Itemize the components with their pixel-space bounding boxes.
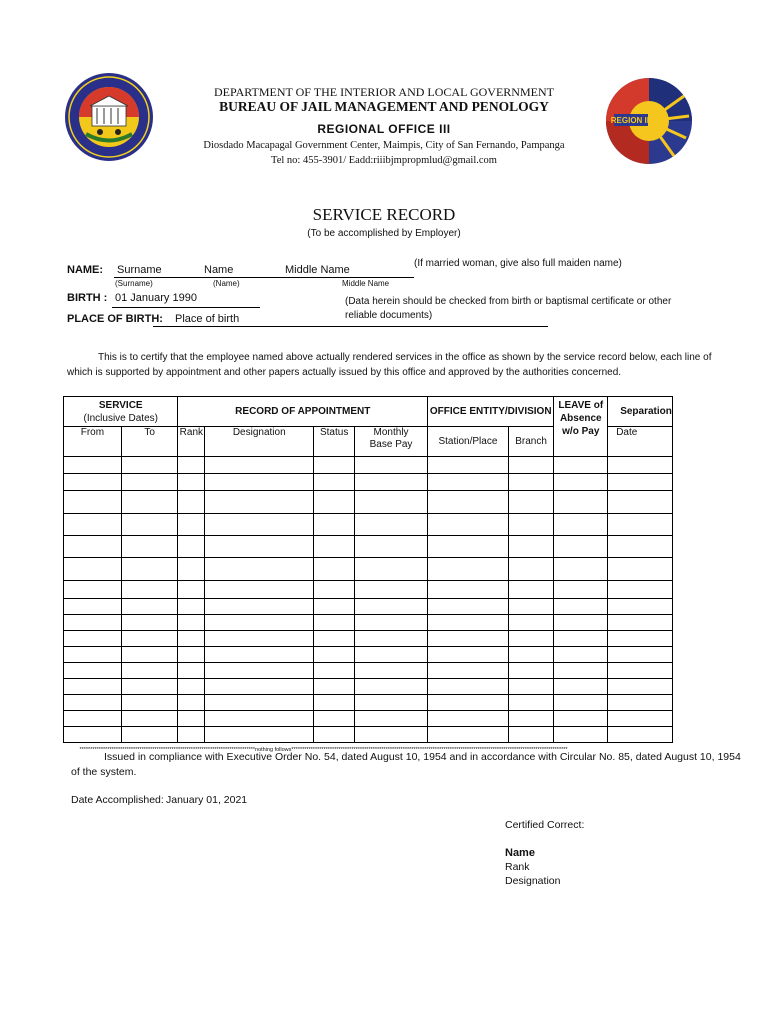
table-cell [608, 663, 673, 679]
table-cell [64, 474, 122, 491]
table-cell [355, 558, 428, 581]
table-cell [64, 581, 122, 599]
place-of-birth-value: Place of birth [175, 313, 240, 325]
leave-line-3: w/o Pay [562, 426, 600, 437]
table-cell [428, 615, 509, 631]
table-cell [428, 474, 509, 491]
table-cell [554, 663, 608, 679]
table-cell [355, 514, 428, 536]
data-check-note-2: reliable documents) [345, 310, 433, 321]
table-cell [64, 514, 122, 536]
table-cell [178, 647, 205, 663]
table-cell [355, 695, 428, 711]
table-cell [355, 615, 428, 631]
table-cell [554, 558, 608, 581]
table-cell [554, 536, 608, 558]
signatory-designation: Designation [505, 875, 561, 887]
table-cell [64, 615, 122, 631]
table-cell [64, 491, 122, 514]
inclusive-dates: (Inclusive Dates) [83, 412, 158, 424]
maiden-name-note: (If married woman, give also full maiden name) [414, 258, 622, 269]
table-cell [554, 727, 608, 743]
name-value: Name [204, 264, 234, 276]
leave-line-1: LEAVE of [558, 400, 604, 411]
bjmp-seal-logo [64, 72, 154, 162]
table-cell [205, 695, 314, 711]
table-cell [178, 679, 205, 695]
leave-line-2: Absence [559, 413, 602, 424]
table-cell [554, 474, 608, 491]
table-cell [508, 491, 554, 514]
table-cell [554, 514, 608, 536]
branch-header: Branch [508, 427, 554, 457]
table-cell [314, 615, 355, 631]
table-cell [608, 474, 673, 491]
table-cell [355, 457, 428, 474]
table-cell [64, 558, 122, 581]
issued-line-2: of the system. [71, 766, 137, 778]
table-cell [554, 615, 608, 631]
table-cell [314, 663, 355, 679]
appointment-header: RECORD OF APPOINTMENT [178, 397, 428, 427]
table-cell [314, 695, 355, 711]
table-cell [205, 647, 314, 663]
table-cell [608, 727, 673, 743]
table-cell [178, 581, 205, 599]
issued-line-1: Issued in compliance with Executive Order No. 54, dated August 10, 1954 and in accordance with Circular No. 85, dated August 10, 1954 [104, 751, 741, 763]
right-logo-text: REGION III [610, 116, 652, 125]
table-cell [314, 599, 355, 615]
surname-caption: (Surname) [115, 279, 153, 288]
table-row [64, 581, 673, 599]
table-cell [314, 647, 355, 663]
table-row [64, 711, 673, 727]
birth-value: 01 January 1990 [115, 292, 197, 304]
table-row [64, 727, 673, 743]
name-label: NAME: [67, 264, 104, 276]
signatory-name: Name [505, 847, 535, 859]
table-cell [355, 647, 428, 663]
table-cell [64, 727, 122, 743]
table-cell [428, 663, 509, 679]
table-cell [608, 581, 673, 599]
document-subtitle: (To be accomplished by Employer) [307, 228, 461, 239]
table-cell [121, 679, 178, 695]
table-cell [205, 536, 314, 558]
table-cell [121, 695, 178, 711]
table-row [64, 631, 673, 647]
table-cell [205, 474, 314, 491]
table-cell [355, 474, 428, 491]
table-cell [508, 711, 554, 727]
table-cell [178, 536, 205, 558]
table-row [64, 474, 673, 491]
table-cell [314, 631, 355, 647]
table-cell [205, 727, 314, 743]
table-cell [121, 647, 178, 663]
table-cell [178, 558, 205, 581]
table-cell [554, 695, 608, 711]
office-header: OFFICE ENTITY/DIVISION [428, 397, 554, 427]
table-cell [608, 514, 673, 536]
place-of-birth-label: PLACE OF BIRTH: [67, 313, 163, 325]
monthly-pay-header [355, 427, 428, 457]
table-cell [428, 558, 509, 581]
table-cell [178, 514, 205, 536]
table-cell [355, 491, 428, 514]
table-cell [64, 647, 122, 663]
table-cell [178, 727, 205, 743]
surname-value: Surname [117, 264, 162, 276]
table-cell [121, 581, 178, 599]
table-cell [178, 474, 205, 491]
table-cell [121, 663, 178, 679]
table-cell [608, 631, 673, 647]
table-cell [205, 711, 314, 727]
table-cell [314, 536, 355, 558]
table-cell [64, 663, 122, 679]
table-cell [508, 631, 554, 647]
table-cell [121, 631, 178, 647]
table-cell [314, 474, 355, 491]
table-cell [121, 474, 178, 491]
table-cell [428, 679, 509, 695]
table-cell [508, 558, 554, 581]
table-cell [508, 647, 554, 663]
table-cell [608, 711, 673, 727]
nothing-follows: **********************************************************************************nothing follows********************************************************************************************************************************* [64, 743, 673, 757]
table-cell [428, 711, 509, 727]
table-cell [64, 599, 122, 615]
table-cell [64, 536, 122, 558]
table-cell [554, 711, 608, 727]
certify-line-1: This is to certify that the employee named above actually rendered services in the office as shown by the service record below, each line of [98, 352, 712, 363]
table-cell [64, 457, 122, 474]
birth-label: BIRTH : [67, 292, 108, 304]
table-row [64, 647, 673, 663]
table-cell [428, 727, 509, 743]
table-cell [428, 536, 509, 558]
table-cell [608, 679, 673, 695]
table-cell [508, 695, 554, 711]
service-record-table [63, 396, 673, 757]
table-cell [64, 631, 122, 647]
table-cell [355, 711, 428, 727]
signatory-rank: Rank [505, 861, 530, 873]
table-cell [314, 679, 355, 695]
from-header: From [64, 427, 122, 457]
table-cell [508, 474, 554, 491]
table-cell [314, 457, 355, 474]
leave-header [554, 397, 608, 457]
table-cell [178, 457, 205, 474]
table-cell [205, 457, 314, 474]
table-cell [205, 631, 314, 647]
certified-correct: Certified Correct: [505, 819, 585, 831]
table-cell [428, 599, 509, 615]
table-cell [554, 457, 608, 474]
table-cell [355, 679, 428, 695]
rank-header: Rank [178, 427, 205, 457]
table-cell [205, 599, 314, 615]
table-cell [355, 663, 428, 679]
table-cell [428, 647, 509, 663]
table-cell [314, 514, 355, 536]
table-cell [508, 615, 554, 631]
table-cell [554, 599, 608, 615]
monthly-line-2: Base Pay [369, 439, 413, 450]
table-cell [608, 491, 673, 514]
table-row [64, 558, 673, 581]
table-row [64, 679, 673, 695]
table-cell [64, 679, 122, 695]
table-cell [355, 599, 428, 615]
table-cell [178, 491, 205, 514]
table-cell [121, 615, 178, 631]
table-cell [428, 695, 509, 711]
table-cell [178, 615, 205, 631]
status-header: Status [314, 427, 355, 457]
table-cell [64, 695, 122, 711]
table-row [64, 599, 673, 615]
table-cell [508, 599, 554, 615]
address-line: Diosdado Macapagal Government Center, Maimpis, City of San Fernando, Pampanga [203, 140, 565, 151]
table-cell [428, 514, 509, 536]
table-cell [314, 727, 355, 743]
document-title: SERVICE RECORD [312, 205, 456, 224]
table-cell [355, 581, 428, 599]
station-header: Station/Place [428, 427, 509, 457]
table-cell [554, 647, 608, 663]
table-cell [121, 711, 178, 727]
table-cell [178, 711, 205, 727]
table-cell [355, 536, 428, 558]
table-cell [608, 558, 673, 581]
name-caption: (Name) [213, 279, 240, 288]
to-header: To [121, 427, 178, 457]
table-row [64, 536, 673, 558]
date-accomplished-label: Date Accomplished: [71, 794, 164, 806]
table-cell [428, 457, 509, 474]
table-cell [178, 599, 205, 615]
table-cell [508, 727, 554, 743]
table-cell [554, 679, 608, 695]
table-cell [121, 599, 178, 615]
table-cell [608, 615, 673, 631]
table-cell [121, 727, 178, 743]
table-cell [314, 558, 355, 581]
date-header: Date [608, 427, 673, 457]
service-title: SERVICE [98, 399, 143, 411]
table-cell [428, 491, 509, 514]
separation-header: Separation [608, 397, 673, 427]
table-cell [554, 631, 608, 647]
table-cell [205, 615, 314, 631]
table-row [64, 695, 673, 711]
table-cell [508, 536, 554, 558]
table-cell [428, 631, 509, 647]
table-cell [508, 457, 554, 474]
table-cell [314, 581, 355, 599]
table-row [64, 491, 673, 514]
table-cell [205, 491, 314, 514]
contact-line: Tel no: 455-3901/ Eadd:riiibjmpropmlud@gmail.com [271, 155, 497, 166]
table-cell [608, 536, 673, 558]
middle-name-value: Middle Name [285, 264, 350, 276]
table-cell [205, 679, 314, 695]
table-cell [121, 536, 178, 558]
table-cell [205, 558, 314, 581]
service-header [64, 397, 178, 427]
table-cell [508, 679, 554, 695]
table-cell [428, 581, 509, 599]
certify-line-2: which is supported by appointment and other papers actually issued by this office and approved by the authorities concerned. [67, 367, 622, 378]
table-cell [608, 647, 673, 663]
bureau-name: BUREAU OF JAIL MANAGEMENT AND PENOLOGY [219, 99, 549, 114]
table-row [64, 457, 673, 474]
table-cell [121, 558, 178, 581]
table-cell [178, 663, 205, 679]
table-cell [314, 711, 355, 727]
table-cell [608, 457, 673, 474]
table-cell [314, 491, 355, 514]
designation-header: Designation [205, 427, 314, 457]
table-cell [608, 695, 673, 711]
table-cell [205, 663, 314, 679]
table-row [64, 615, 673, 631]
monthly-line-1: Monthly [373, 427, 409, 438]
middle-name-caption: Middle Name [342, 279, 390, 288]
data-check-note-1: (Data herein should be checked from birth or baptismal certificate or other [345, 296, 672, 307]
table-cell [355, 727, 428, 743]
table-cell [355, 631, 428, 647]
table-row [64, 514, 673, 536]
table-cell [178, 695, 205, 711]
table-cell [508, 581, 554, 599]
empty-rows [64, 457, 673, 743]
table-cell [121, 457, 178, 474]
date-accomplished-value: January 01, 2021 [166, 794, 248, 806]
table-cell [205, 581, 314, 599]
table-cell [508, 663, 554, 679]
department-name: DEPARTMENT OF THE INTERIOR AND LOCAL GOVERNMENT [214, 85, 554, 99]
table-cell [178, 631, 205, 647]
table-cell [608, 599, 673, 615]
table-cell [508, 514, 554, 536]
table-cell [121, 491, 178, 514]
table-cell [64, 711, 122, 727]
table-cell [121, 514, 178, 536]
table-row [64, 663, 673, 679]
regional-office: REGIONAL OFFICE III [317, 122, 451, 136]
table-cell [554, 581, 608, 599]
table-cell [205, 514, 314, 536]
table-cell [554, 491, 608, 514]
